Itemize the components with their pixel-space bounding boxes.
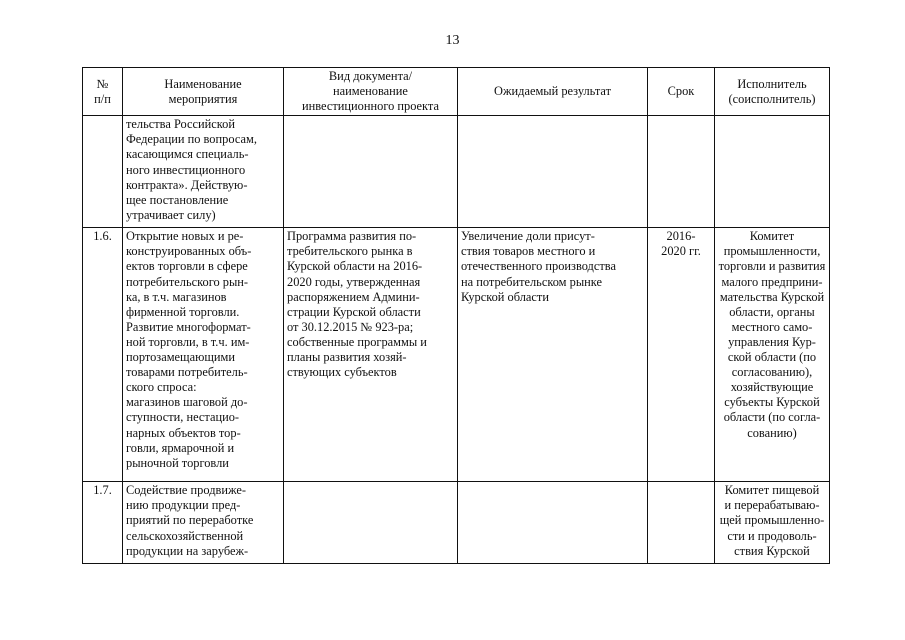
row-term — [648, 482, 715, 564]
row-name: Открытие новых и ре- конструированных объ- ектов торговли в сфере потребительского рын- ка, в т.ч. магазинов фирменной торговли. Развитие многоформат- ной торговли, в т.ч. им- портозамещающими товарами потребитель- ского спроса: магазинов шаговой до- ступности, нестацио- нарных объектов тор- говли, ярмарочной и рыночной торговли — [123, 228, 284, 482]
header-doc: Вид документа/ наименование инвестиционного проекта — [284, 68, 458, 116]
row-result — [458, 482, 648, 564]
row-doc — [284, 482, 458, 564]
row-term — [648, 116, 715, 228]
row-doc — [284, 116, 458, 228]
row-executor: Комитет пищевой и перерабатываю- щей промышленно- сти и продоволь- ствия Курской — [715, 482, 830, 564]
row-name: тельства Российской Федерации по вопросам, касающимся специаль- ного инвестиционного контракта». Действую- щее постановление утрачивает силу) — [123, 116, 284, 228]
table-row — [83, 116, 830, 228]
row-executor — [715, 116, 830, 228]
events-table — [82, 67, 830, 564]
row-doc: Программа развития по- требительского рынка в Курской области на 2016- 2020 годы, утвержденная распоряжением Админи- страции Курской области от 30.12.2015 № 923-ра; собственные программы и планы развития хозяй- ствующих субъектов — [284, 228, 458, 482]
row-result: Увеличение доли присут- ствия товаров местного и отечественного производства на потребительском рынке Курской области — [458, 228, 648, 482]
header-term: Срок — [648, 68, 715, 116]
header-result: Ожидаемый результат — [458, 68, 648, 116]
page-number: 13 — [445, 33, 460, 48]
table-row — [83, 228, 830, 482]
row-name: Содействие продвиже- нию продукции пред- приятий по переработке сельскохозяйственной продукции на зарубеж- — [123, 482, 284, 564]
row-result — [458, 116, 648, 228]
table-row — [83, 482, 830, 564]
row-num: 1.6. — [83, 228, 123, 482]
row-num — [83, 116, 123, 228]
row-executor: Комитет промышленности, торговли и развития малого предприни- мательства Курской области, органы местного само- управления Кур- ской области (по согласованию), хозяйствующие субъекты Курской области (по согла- сованию) — [715, 228, 830, 482]
header-num: № п/п — [83, 68, 123, 116]
table-header-row — [83, 68, 830, 116]
row-term: 2016- 2020 гг. — [648, 228, 715, 482]
row-num: 1.7. — [83, 482, 123, 564]
header-executor: Исполнитель (соисполнитель) — [715, 68, 830, 116]
header-name: Наименование мероприятия — [123, 68, 284, 116]
